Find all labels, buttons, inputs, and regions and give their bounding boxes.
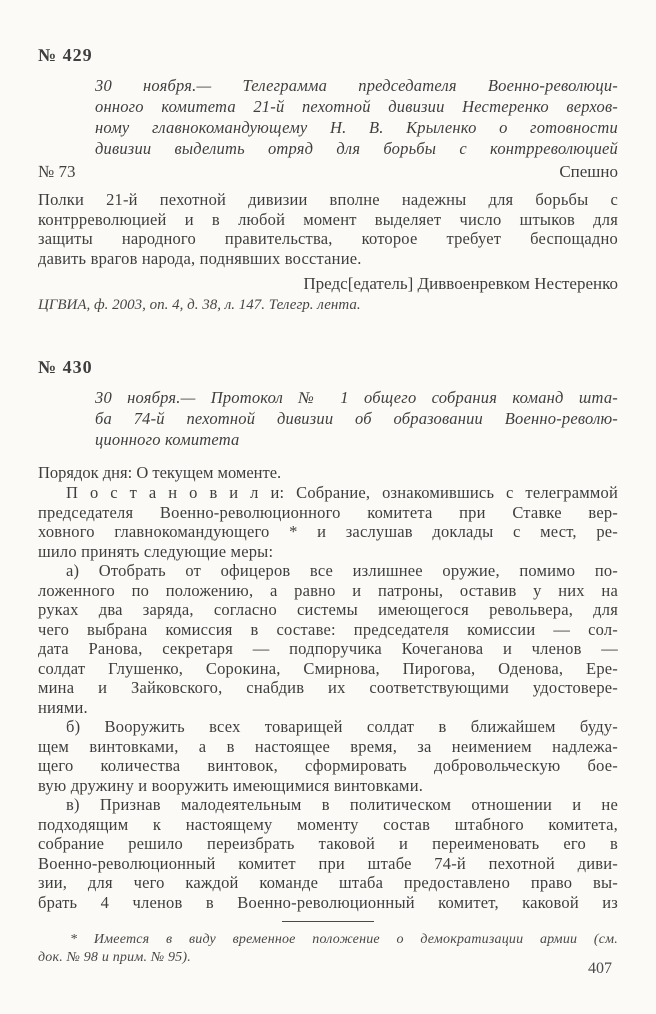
doc430-item-b-line: б) Вооружить всех товарищей солдат в ближайшем буду- <box>66 717 618 736</box>
footnote <box>38 931 618 967</box>
doc430-item-a-line: ниями. <box>38 697 88 717</box>
doc430-resolution-line: ховного главнокомандующего * и заслушав доклады с мест, ре- <box>38 522 618 541</box>
doc429-body-line: Полки 21-й пехотной дивизии вполне надежны для борьбы с <box>38 190 618 209</box>
doc429-heading-line: 30 ноября.— Телеграмма председателя Военно-революци- <box>95 76 618 95</box>
doc430-paragraphs <box>38 483 618 912</box>
doc429-body <box>38 190 618 268</box>
doc429-body-line: контрреволюцией и в любой момент выделяет число штыков для <box>38 209 618 229</box>
doc430-item-a-line: солдат Глушенко, Сорокина, Смирнова, Пирогова, Оденова, Ере- <box>38 658 618 678</box>
doc430-resolution-line: П о с т а н о в и л и: Собрание, ознакомившись с телеграммой <box>66 483 618 502</box>
doc430-number: № 430 <box>38 357 93 377</box>
doc430-heading-line: ционного комитета <box>95 430 240 449</box>
doc430-item-v-paragraph <box>38 795 618 912</box>
footnote-line: док. № 98 и прим. № 95). <box>38 950 191 965</box>
doc430-item-v-line: в) Признав малодеятельным в политическом отношении и не <box>66 795 618 814</box>
doc430-item-a-line: мина и Зайковского, снабдив их соответствующими удостовере- <box>38 678 618 697</box>
page-content <box>38 45 618 967</box>
document-430 <box>38 357 618 912</box>
doc429-heading-line: ному главнокомандующему Н. В. Крыленко о готовности <box>95 118 618 137</box>
doc430-item-b-line: вую дружину и вооружить имеющимися винтовками. <box>38 775 424 795</box>
doc429-heading <box>95 75 618 159</box>
doc429-telegram-number: № 73 <box>38 162 76 181</box>
doc430-item-b-line: щего количества винтовок, сформировать добровольческую бое- <box>38 756 618 775</box>
doc430-resolution-line: председателя Военно-революционного комитета при Ставке вер- <box>38 502 618 522</box>
doc430-resolution-paragraph <box>38 483 618 561</box>
doc430-resolution-line: шило принять следующие меры: <box>38 541 274 561</box>
doc430-item-a-line: ложенного по положению, а равно и патроны, оставив у них на <box>38 580 618 600</box>
doc429-meta-row <box>38 162 618 182</box>
doc430-item-v-line: брать 4 членов в Военно-революционный комитет, каковой из <box>38 892 618 912</box>
page-number: 407 <box>588 960 612 977</box>
doc430-item-v-line: подходящим к настоящему моменту состав штабного комитета, <box>38 814 618 834</box>
doc430-item-b-line: щем винтовками, а в настоящее время, за неимением надлежа- <box>38 736 618 756</box>
doc429-body-line: давить врагов народа, поднявших восстание. <box>38 248 362 268</box>
doc429-urgency-label: Спешно <box>559 162 618 181</box>
doc430-item-a-line: а) Отобрать от офицеров все излишнее оружие, помимо по- <box>66 561 618 580</box>
footnote-line: * Имеется в виду временное положение о демократизации армии (см. <box>70 932 618 947</box>
doc430-item-a-paragraph <box>38 561 618 717</box>
doc430-item-a-line: чего выбрана комиссия в составе: председателя комиссии — сол- <box>38 619 618 639</box>
doc430-item-a-line: руках два заряда, согласно системы имеющегося револьвера, для <box>38 600 618 619</box>
doc429-heading-line: онного комитета 21-й пехотной дивизии Нестеренко верхов- <box>95 97 618 116</box>
doc430-item-b-paragraph <box>38 717 618 795</box>
doc429-body-line: защиты народного правительства, которое требует беспощадно <box>38 229 618 248</box>
doc430-heading-line: ба 74-й пехотной дивизии об образовании Военно-револю- <box>95 409 618 428</box>
doc430-heading <box>95 387 618 450</box>
doc430-item-v-line: зии, для чего каждой команде штаба предоставлено право вы- <box>38 873 618 892</box>
doc429-number: № 429 <box>38 45 93 65</box>
footnote-separator <box>282 921 374 922</box>
doc429-signature: Предс[едатель] Диввоенревком Нестеренко <box>303 274 618 293</box>
doc429-heading-line: дивизии выделить отряд для борьбы с контрреволюцией <box>95 139 618 158</box>
doc430-heading-line: 30 ноября.— Протокол № 1 общего собрания команд шта- <box>95 388 618 407</box>
doc430-item-v-line: Военно-революционный комитет при штабе 74-й пехотной диви- <box>38 853 618 873</box>
doc429-archival-source: ЦГВИА, ф. 2003, оп. 4, д. 38, л. 147. Телегр. лента. <box>38 297 361 313</box>
doc430-item-a-line: дата Ранова, секретаря — подпоручика Кочеганова и членов — <box>38 639 618 658</box>
doc430-agenda: Порядок дня: О текущем моменте. <box>38 463 282 482</box>
doc430-item-v-line: собрание решило переизбрать таковой и переименовать его в <box>38 834 618 853</box>
document-429 <box>38 45 618 315</box>
